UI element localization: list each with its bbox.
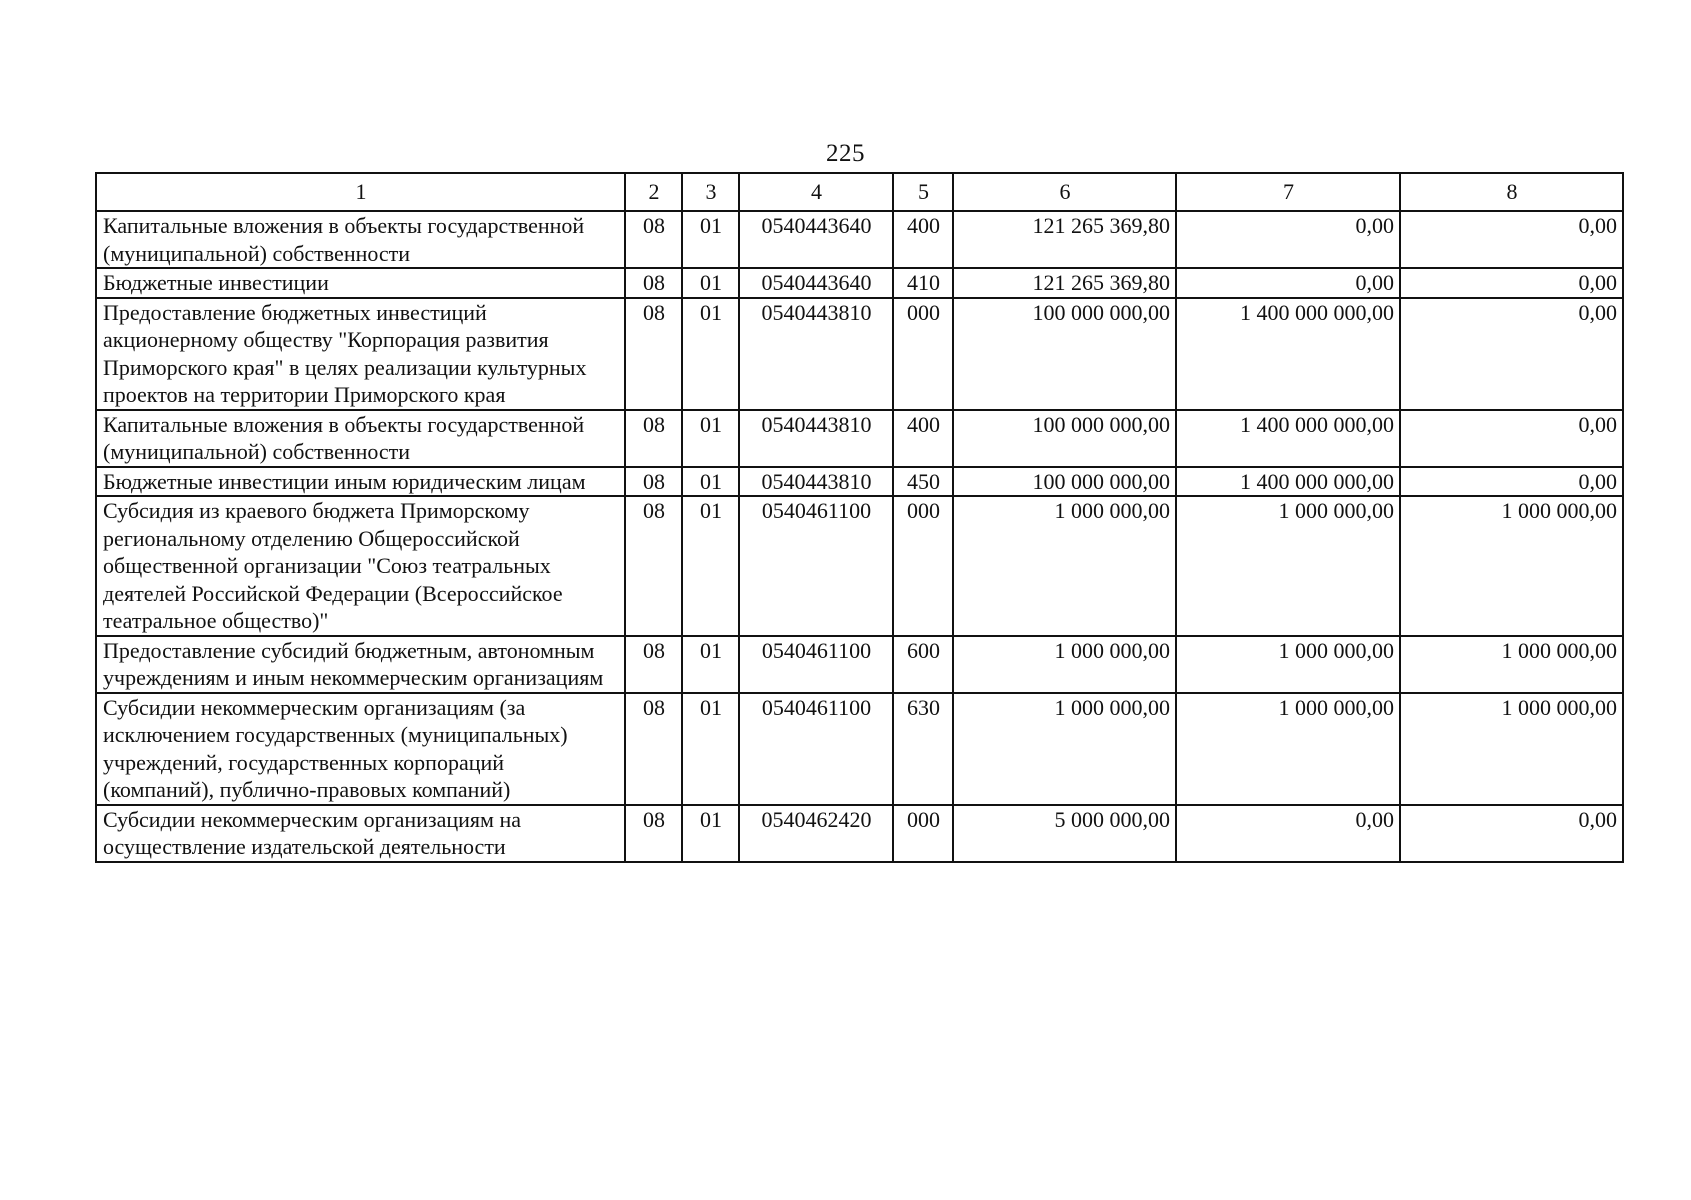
- amount-col-6: 100 000 000,00: [953, 298, 1176, 410]
- subsection-code: 01: [682, 410, 739, 467]
- table-row: [96, 298, 1623, 410]
- amount-col-6: 1 000 000,00: [953, 496, 1176, 636]
- column-header: 3: [682, 173, 739, 211]
- column-header: 5: [893, 173, 953, 211]
- target-code: 0540461100: [739, 496, 893, 636]
- target-code: 0540443640: [739, 211, 893, 268]
- row-name: Бюджетные инвестиции: [96, 268, 625, 298]
- amount-col-8: 0,00: [1400, 211, 1623, 268]
- column-header: 7: [1176, 173, 1400, 211]
- table-row: [96, 693, 1623, 805]
- section-code: 08: [625, 805, 682, 862]
- subsection-code: 01: [682, 211, 739, 268]
- header-row: [96, 173, 1623, 211]
- amount-col-8: 1 000 000,00: [1400, 693, 1623, 805]
- amount-col-8: 0,00: [1400, 467, 1623, 497]
- expense-type-code: 400: [893, 410, 953, 467]
- amount-col-7: 1 400 000 000,00: [1176, 410, 1400, 467]
- column-header: 2: [625, 173, 682, 211]
- expense-type-code: 000: [893, 496, 953, 636]
- subsection-code: 01: [682, 805, 739, 862]
- row-name: Субсидия из краевого бюджета Приморскому региональному отделению Общероссийской общественной организации "Союз театральных деятелей Российской Федерации (Всероссийское театральное общество)": [96, 496, 625, 636]
- target-code: 0540443810: [739, 410, 893, 467]
- amount-col-8: 0,00: [1400, 410, 1623, 467]
- amount-col-7: 1 000 000,00: [1176, 693, 1400, 805]
- target-code: 0540443810: [739, 298, 893, 410]
- row-name: Предоставление субсидий бюджетным, автономным учреждениям и иным некоммерческим организациям: [96, 636, 625, 693]
- amount-col-7: 1 400 000 000,00: [1176, 298, 1400, 410]
- page-number: 225: [826, 140, 865, 167]
- section-code: 08: [625, 496, 682, 636]
- amount-col-8: 0,00: [1400, 298, 1623, 410]
- amount-col-6: 5 000 000,00: [953, 805, 1176, 862]
- amount-col-6: 121 265 369,80: [953, 268, 1176, 298]
- amount-col-7: 1 000 000,00: [1176, 496, 1400, 636]
- expense-type-code: 600: [893, 636, 953, 693]
- row-name: Бюджетные инвестиции иным юридическим лицам: [96, 467, 625, 497]
- column-header: 6: [953, 173, 1176, 211]
- target-code: 0540443640: [739, 268, 893, 298]
- subsection-code: 01: [682, 298, 739, 410]
- amount-col-6: 121 265 369,80: [953, 211, 1176, 268]
- subsection-code: 01: [682, 693, 739, 805]
- table-row: [96, 211, 1623, 268]
- amount-col-7: 0,00: [1176, 211, 1400, 268]
- amount-col-6: 1 000 000,00: [953, 693, 1176, 805]
- amount-col-7: 0,00: [1176, 268, 1400, 298]
- row-name: Капитальные вложения в объекты государственной (муниципальной) собственности: [96, 410, 625, 467]
- column-header: 1: [96, 173, 625, 211]
- expense-type-code: 000: [893, 298, 953, 410]
- table-row: [96, 496, 1623, 636]
- expense-type-code: 000: [893, 805, 953, 862]
- row-name: Предоставление бюджетных инвестиций акционерному обществу "Корпорация развития Приморского края" в целях реализации культурных проектов на территории Приморского края: [96, 298, 625, 410]
- target-code: 0540461100: [739, 636, 893, 693]
- amount-col-8: 1 000 000,00: [1400, 636, 1623, 693]
- expense-type-code: 410: [893, 268, 953, 298]
- row-name: Субсидии некоммерческим организациям на осуществление издательской деятельности: [96, 805, 625, 862]
- section-code: 08: [625, 467, 682, 497]
- amount-col-7: 0,00: [1176, 805, 1400, 862]
- table-row: [96, 268, 1623, 298]
- amount-col-6: 1 000 000,00: [953, 636, 1176, 693]
- column-header: 8: [1400, 173, 1623, 211]
- amount-col-8: 1 000 000,00: [1400, 496, 1623, 636]
- section-code: 08: [625, 268, 682, 298]
- target-code: 0540443810: [739, 467, 893, 497]
- section-code: 08: [625, 636, 682, 693]
- table-row: [96, 636, 1623, 693]
- table-row: [96, 805, 1623, 862]
- section-code: 08: [625, 410, 682, 467]
- subsection-code: 01: [682, 496, 739, 636]
- target-code: 0540461100: [739, 693, 893, 805]
- subsection-code: 01: [682, 268, 739, 298]
- table-row: [96, 467, 1623, 497]
- section-code: 08: [625, 693, 682, 805]
- budget-table: [95, 172, 1624, 863]
- amount-col-7: 1 000 000,00: [1176, 636, 1400, 693]
- table-row: [96, 410, 1623, 467]
- target-code: 0540462420: [739, 805, 893, 862]
- subsection-code: 01: [682, 467, 739, 497]
- amount-col-7: 1 400 000 000,00: [1176, 467, 1400, 497]
- row-name: Капитальные вложения в объекты государственной (муниципальной) собственности: [96, 211, 625, 268]
- row-name: Субсидии некоммерческим организациям (за исключением государственных (муниципальных) учреждений, государственных корпораций (компаний), публично-правовых компаний): [96, 693, 625, 805]
- amount-col-8: 0,00: [1400, 805, 1623, 862]
- amount-col-8: 0,00: [1400, 268, 1623, 298]
- expense-type-code: 630: [893, 693, 953, 805]
- amount-col-6: 100 000 000,00: [953, 410, 1176, 467]
- amount-col-6: 100 000 000,00: [953, 467, 1176, 497]
- column-header: 4: [739, 173, 893, 211]
- expense-type-code: 450: [893, 467, 953, 497]
- expense-type-code: 400: [893, 211, 953, 268]
- section-code: 08: [625, 298, 682, 410]
- subsection-code: 01: [682, 636, 739, 693]
- section-code: 08: [625, 211, 682, 268]
